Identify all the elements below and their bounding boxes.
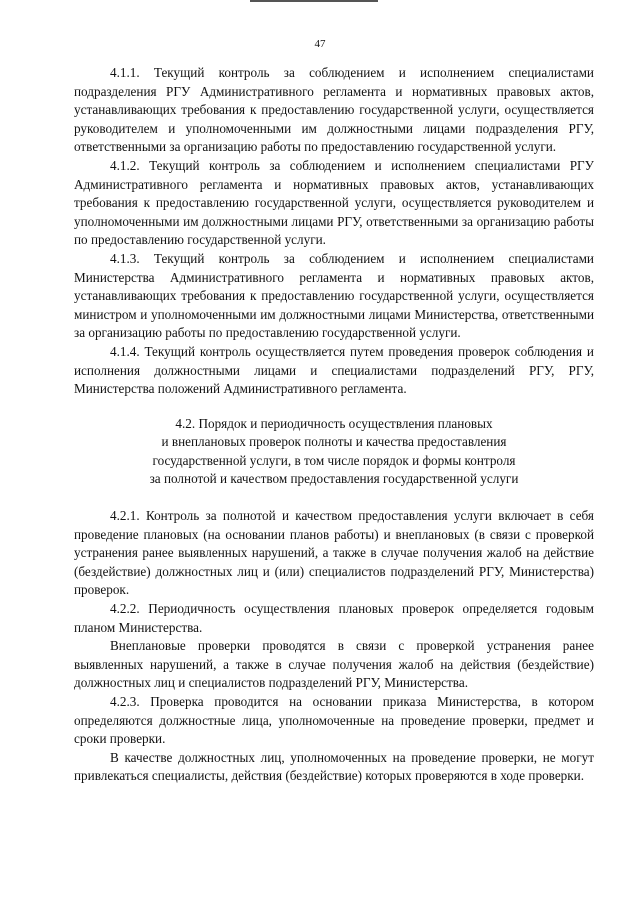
section-heading-line: государственной услуги, в том числе порядок и формы контроля (152, 452, 516, 468)
document-body (74, 64, 594, 786)
paragraph-4-2-2: 4.2.2. Периодичность осуществления плановых проверок определяется годовым планом Министерства. (74, 601, 594, 635)
paragraph-4-1-1: 4.1.1. Текущий контроль за соблюдением и исполнением специалистами подразделения РГУ Административного регламента и нормативных правовых актов, устанавливающих требования к предоставлению государственной услуги, осуществляется руководителем и уполномоченными им должностными лицами подразделения РГУ, ответственными за организацию работы по предоставлению государственной услуги. (74, 65, 594, 155)
paragraph-4-1-4: 4.1.4. Текущий контроль осуществляется путем проведения проверок соблюдения и исполнения должностными лицами и специалистами подразделений РГУ, РГУ, Министерства положений Административного регламента. (74, 343, 594, 397)
paragraph-4-2-3: 4.2.3. Проверка проводится на основании приказа Министерства, в котором определяются должностные лица, уполномоченные на проведение проверки, предмет и сроки проверки. (74, 694, 594, 747)
paragraph-4-1-3: 4.1.3. Текущий контроль за соблюдением и исполнением специалистами Министерства Административного регламента и нормативных правовых актов, устанавливающих требования к предоставлению государственной услуги, осуществляется министром и уполномоченными им должностными лицами Министерства, ответственными за организацию работы по предоставлению государственной услуги. (74, 250, 594, 341)
paragraph-inspectors-restriction: В качестве должностных лиц, уполномоченных на проведение проверки, не могут привлекаться специалисты, действия (бездействие) которых проверяются в ходе проверки. (74, 749, 594, 784)
top-rule-line (250, 0, 378, 2)
section-heading-line: за полнотой и качеством предоставления государственной услуги (149, 471, 519, 487)
section-heading-4-2 (74, 415, 594, 489)
paragraph-4-2-1: 4.2.1. Контроль за полнотой и качеством предоставления услуги включает в себя проведение плановых (на основании планов работы) и внеплановых (в связи с проверкой устранения ранее выявленных нарушений, а также в случае получения жалоб на действие (бездействие) должностных лиц и (или) специалистов подразделений РГУ, Министерства) проверок. (74, 508, 594, 598)
paragraph-unscheduled-inspections: Внеплановые проверки проводятся в связи с проверкой устранения ранее выявленных нарушений, а также в случае получения жалоб на действия (бездействие) должностных лиц и специалистов подразделений РГУ, Министерства. (74, 638, 594, 691)
paragraph-4-1-2: 4.1.2. Текущий контроль за соблюдением и исполнением специалистами РГУ Административного регламента и нормативных правовых актов, устанавливающих требования к предоставлению государственной услуги, осуществляется руководителем и уполномоченными им должностными лицами РГУ, ответственными за организацию работы по предоставлению государственной услуги. (74, 157, 594, 248)
section-heading-line: 4.2. Порядок и периодичность осуществления плановых (175, 415, 493, 431)
page-number: 47 (314, 38, 326, 50)
section-heading-line: и внеплановых проверок полноты и качества предоставления (161, 434, 507, 450)
